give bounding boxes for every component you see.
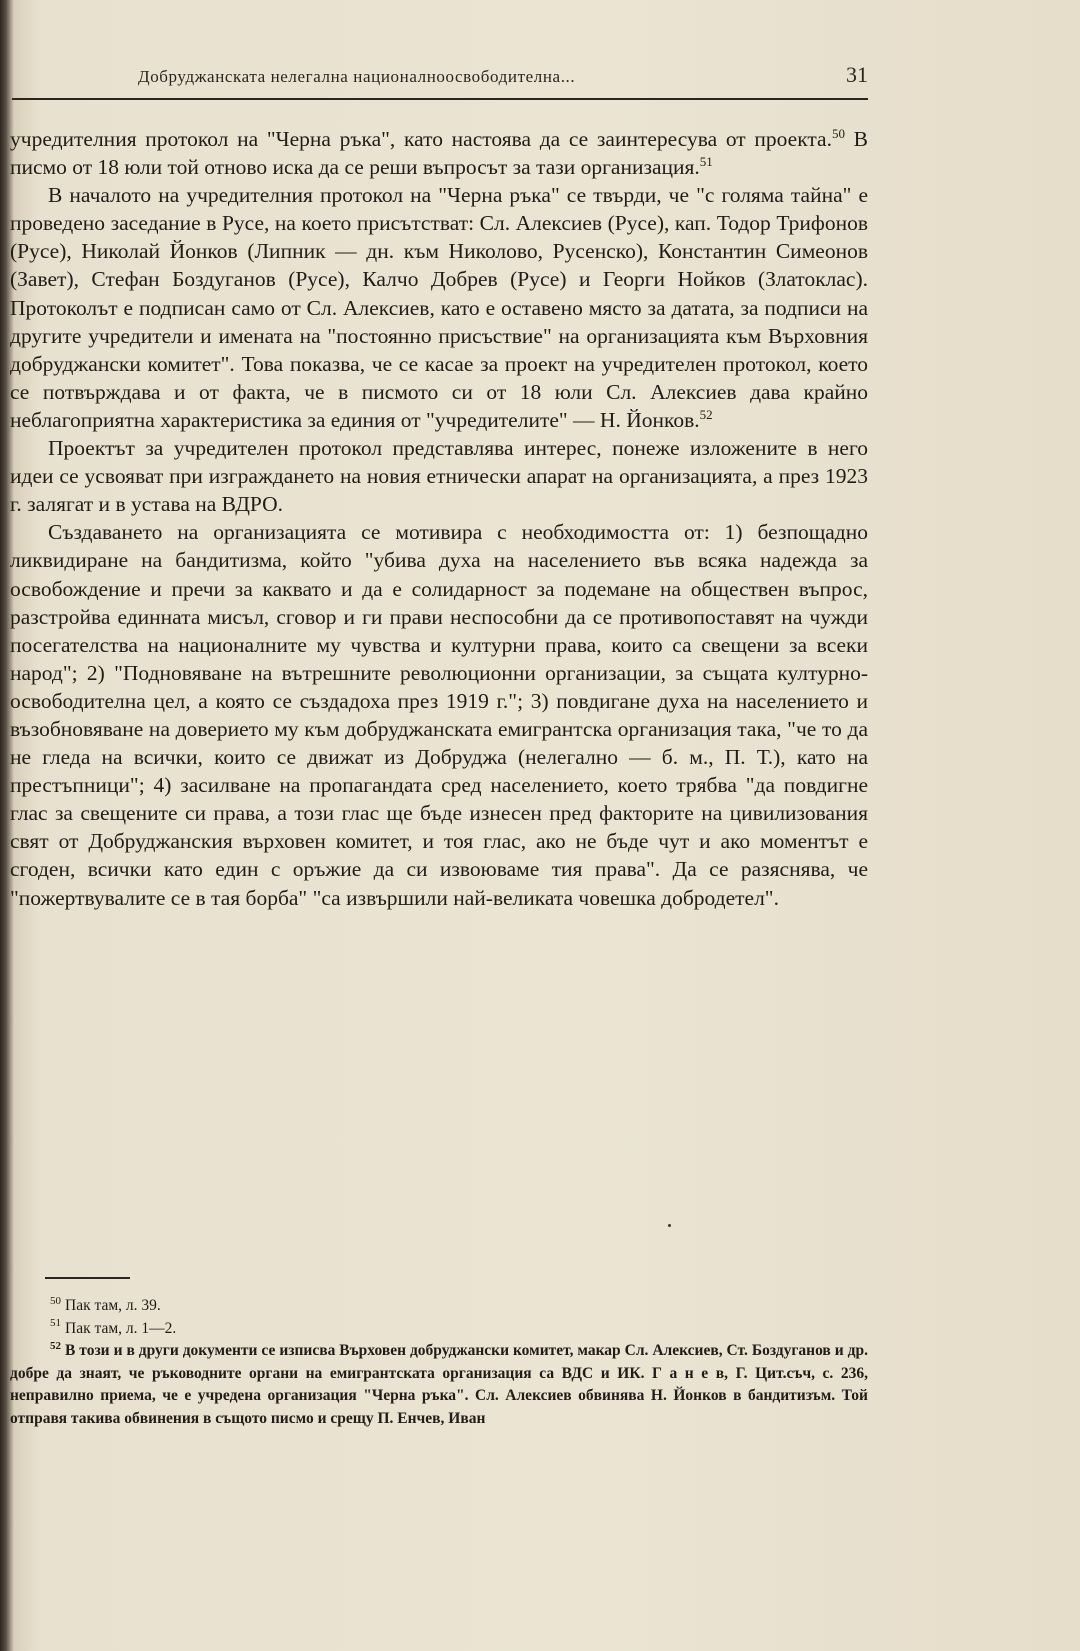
paragraph-2-text: В началото на учредителния протокол на "Черна ръка" се твърди, че "с голяма тайна" е проведено заседание в Русе, на което присътстват: Сл. Алексиев (Русе), кап. Тодор Трифонов (Русе), Николай Йонков (Липник — дн. към Николово, Русенско), Константин Симеонов (Завет), Стефан Боздуганов (Русе), Калчо Добрев (Русе) и Георги Нойков (Златоклас). Протоколът е подписан само от Сл. Алексиев, като е оставено място за датата, за подписи на другите учредители и имената на "постоянно присъствие" на организацията към Върховния добруджански комитет". Това показва, че се касае за проект на учредителен протокол, което се потвърждава и от факта, че в писмото си от 18 юли Сл. Алексиев дава крайно неблагоприятна характеристика за единия от "учредителите" — Н. Йонков. bbox=[10, 183, 868, 432]
main-text bbox=[10, 125, 868, 912]
paragraph-1-part-b: В писмо от 18 юли той отново иска да се реши въпросът за тази организация. bbox=[10, 127, 868, 180]
footnote-52 bbox=[10, 1340, 868, 1430]
page-number: 31 bbox=[846, 62, 868, 87]
footnote-50 bbox=[10, 1295, 868, 1318]
paragraph-4: Създаването на организацията се мотивира с необходимостта от: 1) безпощадно ликвидиране на бандитизма, който "убива духа на населението във всяка надежда за освобождение и пречи за каквато и да е солидарност за подемане на обществен въпрос, разстройва единната мисъл, сговор и ги прави неспособни да се противопоставят на чужди посегателства на националните му чувства и културни права, които са свещени за всеки народ"; 2) "Подновяване на вътрешните революционни организации, за същата културно-освободителна цел, а която се създадоха през 1919 г."; 3) повдигане духа на населението и възобновяване на доверието му към добруджанската емигрантска организация така, "че то да не гледа на всички, които се движат из Добруджа (нелегално — б. м., П. Т.), като на престъпници"; 4) засилване на пропагандата сред населението, което трябва "да повдигне глас за свещените си права, а този глас ще бъде изнесен пред факторите на цивилизования свят от Добруджанския върховен комитет, и тоя глас, ако не бъде чут и ако моментът е сгоден, всички като един с оръжие да си извоюваме тия права". Да се разяснява, че "пожертвувалите се в тая борба" "са извършили най-великата човешка добродетел". bbox=[10, 520, 868, 910]
footnote-ref-51: 51 bbox=[699, 153, 713, 169]
footnote-51 bbox=[10, 1318, 868, 1341]
footnote-ref-50: 50 bbox=[831, 125, 845, 141]
header-rule bbox=[12, 98, 868, 100]
paragraph-1-part-a: учредителния протокол на "Черна ръка", като настоява да се заинтересува от проекта. bbox=[10, 127, 832, 151]
print-speck bbox=[668, 1224, 671, 1227]
paragraph-1 bbox=[10, 125, 868, 181]
footnote-text: Пак там, л. 1—2. bbox=[65, 1319, 177, 1337]
footnote-number: 50 bbox=[50, 1294, 61, 1307]
footnote-number: 51 bbox=[50, 1317, 61, 1330]
page-header bbox=[138, 62, 868, 92]
running-title: Добруджанската нелегална националноосвободителна... bbox=[138, 67, 576, 86]
paragraph-2 bbox=[10, 181, 868, 434]
footnote-ref-52: 52 bbox=[699, 406, 713, 422]
footnote-text: Пак там, л. 39. bbox=[65, 1297, 161, 1314]
footnote-number: 52 bbox=[50, 1339, 61, 1352]
footnote-text: В този и в други документи се изписва Върховен добруджански комитет, макар Сл. Алексиев, Ст. Боздуганов и др. добре да знаят, че ръководните органи на емигрантската организация са ВДС и ИК. Г а н е в, Г. Цит.съч, с. 236, неправилно приема, че е учредена организация "Черна ръка". Сл. Алексиев обвинява Н. Йонков в бандитизъм. Той отправя такива обвинения в същото писмо и срещу П. Енчев, Иван bbox=[10, 1342, 868, 1427]
footnote-rule bbox=[45, 1277, 130, 1279]
paragraph-3: Проектът за учредителен протокол представлява интерес, понеже изложените в него идеи се усвояват при изграждането на новия етнически апарат на организацията, а през 1923 г. залягат и в устава на ВДРО. bbox=[10, 436, 868, 517]
footnotes bbox=[10, 1295, 868, 1430]
